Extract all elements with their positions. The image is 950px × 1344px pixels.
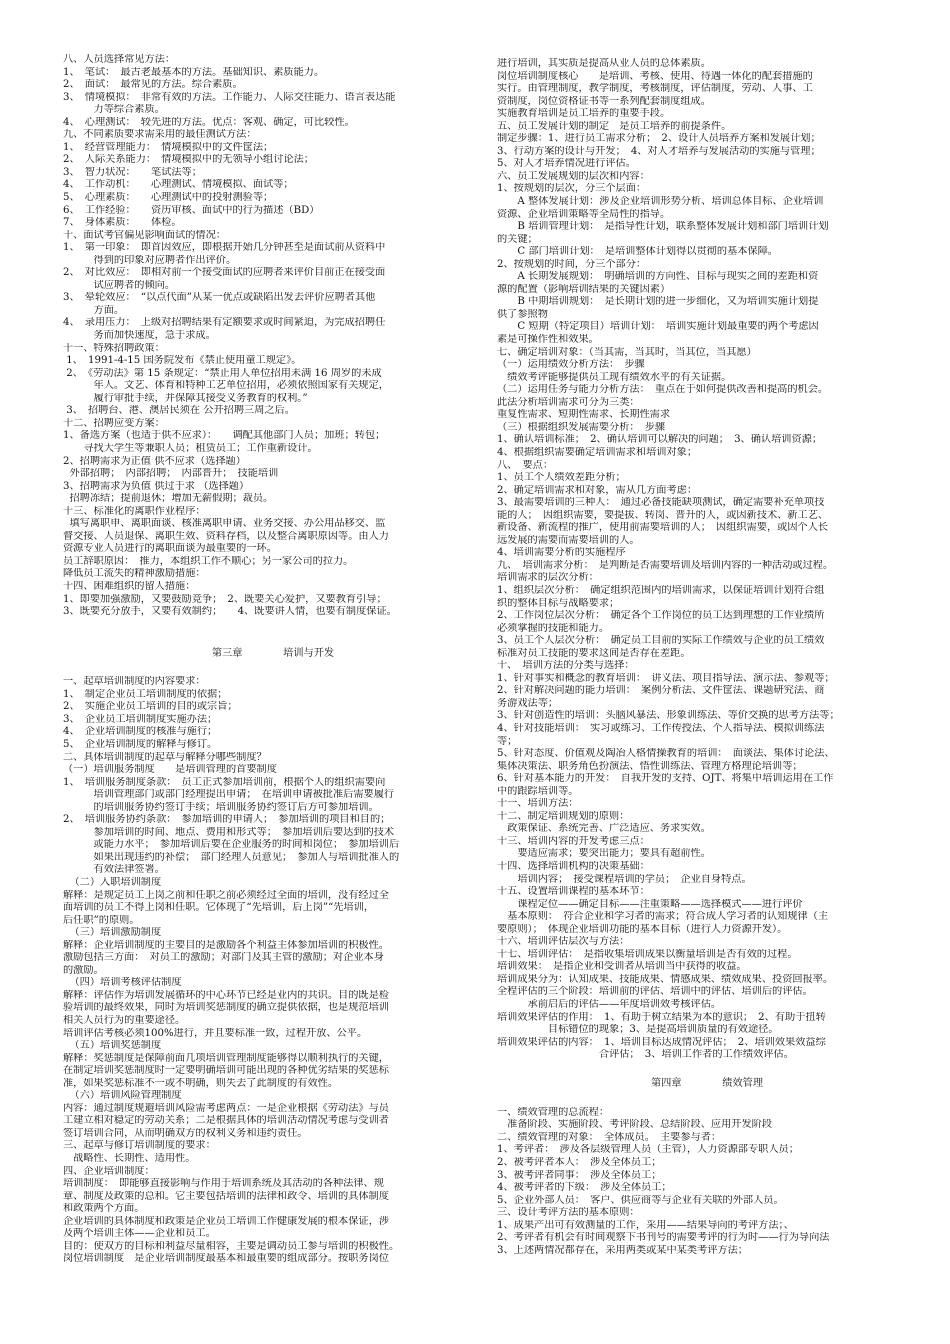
text-line: 3、被考评者同事： 涉及全体员工；	[497, 1169, 662, 1181]
text-line: 五、员工发展计划的制定 是员工培养的前提条件。	[497, 120, 732, 132]
text-line: 得到的印象对应聘者作出评价。	[63, 254, 237, 266]
text-line: 解释：评估作为培训发展循环的中心环节已经是业内的共识。目的既是检	[63, 989, 389, 1001]
left-text-block-2	[63, 676, 483, 1266]
text-line: 十一、特殊招聘政策：	[63, 342, 165, 354]
text-line: 4、针对技能培训： 实习或练习、工作传授法、个人指导法、模拟训练法	[497, 722, 825, 734]
text-line: B 中期培训规划： 是长期计划的进一步细化，又为培训实施计划提	[497, 296, 819, 308]
text-line: 织的整体目标与战略要求；	[497, 597, 620, 609]
text-line: 2、 《劳动法》第 15 条规定：“禁止用人单位招用未满 16 周岁的未成	[63, 367, 382, 379]
text-line: 培训需求的层次分析：	[497, 572, 599, 584]
text-line: 1、确认培训标准； 2、确认培训可以解决的问题； 3、确认培训资源；	[497, 434, 823, 446]
text-line: 资制度，岗位资格证书等一系列配套制度组成。	[497, 95, 711, 107]
text-line: 3、 智力状况： 笔试法等；	[63, 166, 202, 178]
text-line: 寻找大学生等兼职人员；租赁员工；工作重新设计。	[63, 442, 318, 454]
text-line: 三、设计考评方法的基本原则：	[497, 1207, 640, 1219]
text-line: 1、员工个人绩效差距分析；	[497, 472, 626, 484]
text-line: 4、 录用压力： 上级对招聘结果有定额要求或时间紧迫，为完成招聘任	[63, 317, 386, 329]
text-line: 准，如果奖惩标准不一或不明确，则失去了此制度的有效性。	[63, 1077, 339, 1089]
text-line: 二、具体培训制度的起草与解释分哪些制度？	[63, 751, 267, 763]
text-line: 2、考评者有机会有时间观察下书刊号的需要考评的行为时——行为导向法	[497, 1232, 830, 1244]
text-line: 承前启后的评估——年度培训效考核评估。	[497, 999, 722, 1011]
text-line: C 短期（特定项目）培训计划： 培训实施计划最重要的两个考虑因	[497, 321, 819, 333]
text-line: 源的配置（影响培训结果的关键因素）	[497, 283, 671, 295]
text-line: 七、确定培训对象：（当其需，当其时，当其位，当其愿）	[497, 346, 757, 358]
text-line: 4、根据组织需要确定培训需求和培训对象；	[497, 446, 698, 458]
text-line: 必须掌握的技能和能力。	[497, 622, 610, 634]
text-line: 远发展的需要而需要培训的人。	[497, 534, 640, 546]
text-line: 九、 培训需求分析： 是判断是否需要培训及培训内容的一种活动或过程。	[497, 559, 834, 571]
text-line: 六、员工发展规划的层次和内容：	[497, 170, 650, 182]
text-line: 十二、招聘应变方案：	[63, 417, 165, 429]
text-line: 验培训的最终效果，同时为培训奖惩制度的确立提供依据，也是规范培训	[63, 1002, 389, 1014]
text-line: 工建立相对稳定的劳动关系；二是根据具体的培训活动情况考虑与受训者	[63, 1115, 389, 1127]
text-line: 标准对员工技能的要求这间是否存在差距。	[497, 647, 691, 659]
text-line: 5、 心理素质： 心理测试中的投射测验等；	[63, 192, 274, 204]
text-line: 合评估； 3、培训工作者的工作绩效评估。	[497, 1049, 794, 1061]
text-line: 1、按规划的层次，分三个层面：	[497, 183, 647, 195]
text-line: 十二、制定培训规划的原则：	[497, 810, 630, 822]
text-line: 实施教育培训是员工培养的重要手段。	[497, 108, 671, 120]
text-line: 重复性需求、短期性需求、长期性需求	[497, 409, 671, 421]
text-line: 1、成果产出可有效测量的工作，采用——结果导向的考评方法；、	[497, 1219, 794, 1231]
text-line: 3、 企业员工培训制度实施办法；	[63, 713, 218, 725]
text-line: 战略性、长期性、适用性。	[63, 1153, 196, 1165]
text-line: 3、上述两情况都存在，采用两类或某中某类考评方法；	[497, 1244, 748, 1256]
text-line: 3、针对创造性的培训：头脑风暴法、形象训练法、等价交换的思考方法等；	[497, 710, 840, 722]
text-line: 全程评估的三个阶段：培训前的评估、培训中的评估、培训后的评估。	[497, 986, 813, 998]
text-line: 要适应需求；要突出能力；要具有超前性。	[497, 848, 711, 860]
text-line: 或能力水平； 参加培训后要在企业服务的时间和岗位； 参加培训后	[63, 839, 400, 851]
text-line: 绩效考评能够提供员工现有绩效水平的有关证据。	[497, 371, 732, 383]
text-line: 十四、困难组织的留人措施：	[63, 580, 196, 592]
text-line: 3、 晕轮效应： “以点代面”从某一优点或缺陷出发去评价应聘者其他	[63, 292, 376, 304]
text-line: 资源、企业培训策略等全局性的指导。	[497, 208, 671, 220]
text-line: 基本原则： 符合企业和学习者的需求；符合成人学习者的认知规律（主	[497, 911, 829, 923]
text-line: （二）入职培训制度	[63, 877, 162, 888]
text-line: 1、 培训服务制度条款： 员工正式参加培训前，根据个人的组织需要向	[63, 776, 386, 788]
text-line: 3、最需要培训的三种人： 通过必备技能缺项测试，确定需要补充单项技	[497, 497, 825, 509]
chapter-4-title: 第四章 绩效管理	[650, 1078, 764, 1090]
text-line: 3、行动方案的设计与开发； 4、对人才培养与发展活动的实施与管理；	[497, 145, 821, 157]
text-line: 十六、培训评估层次与方法：	[497, 936, 630, 948]
text-line: 中的跟踪培训等。	[497, 785, 579, 797]
text-line: 供了参照物	[497, 308, 548, 320]
text-line: 1、备选方案（也适于供不应求）： 调配其他部门人员；加班；转包；	[63, 430, 386, 442]
text-line: 的培训服务协约签订手续；培训服务协约签订后方可参加培训。	[63, 801, 379, 813]
text-line: 有效法律签署。	[63, 864, 165, 876]
text-line: 5、针对态度、价值观及陶冶人格情操教育的培训： 面谈法、集体讨论法、	[497, 748, 835, 760]
text-line: 十三、标准化的离职作业程序：	[63, 505, 206, 517]
text-line: 培训评估考核必须100%进行，并且要标准一致，过程开放、公平。	[63, 1027, 368, 1039]
text-line: 1、 经营管理能力： 情境模拟中的文件筐法；	[63, 141, 274, 153]
text-line: 2、 人际关系能力： 情境模拟中的无领导小组讨论法；	[63, 154, 314, 166]
text-line: 素是可操作性和效果。	[497, 334, 599, 346]
text-line: 招聘冻结；提前退休；增加无薪假期；裁员。	[63, 493, 274, 505]
text-line: 4、 心理测试： 较先进的方法。优点：客观、确定，可比较性。	[63, 116, 355, 128]
text-line: 要原则）； 体现企业培训功能的基本目标（进行人力资源开发）。	[497, 923, 788, 935]
text-line: 培训效果评估的内容： 1、培训目标达成情况评估； 2、培训效果效益综	[497, 1036, 826, 1048]
text-line: （一）运用绩效分析方法： 步骤	[497, 359, 645, 371]
text-line: 参加培训的时间、地点、费用和形式等； 参加培训后要达到的技术	[63, 826, 395, 838]
text-line: 十一、培训方法：	[497, 798, 579, 810]
text-line: 十四、选择培训机构的决策基础：	[497, 861, 650, 872]
text-line: 6、 工作经验： 资历审核、面试中的行为描述（BD）	[63, 204, 320, 216]
text-line: 的关键；	[497, 233, 538, 245]
text-line: 1、即要加强激励，又要鼓励竞争； 2、既要关心爱护，又要教育引导；	[63, 593, 387, 605]
text-line: 年人。文艺、体育和特种工艺单位招用，必须依照国家有关规定，	[63, 380, 389, 392]
text-line: 1、 笔试： 最古老最基本的方法。基础知识、素质能力。	[63, 66, 325, 78]
text-line: 十、 培训方法的分类与选择：	[497, 660, 635, 672]
text-line: 一、起草培训制度的内容要求：	[63, 676, 206, 688]
text-line: 激励包括三方面： 对员工的激励；对部门及其主管的激励；对企业本身	[63, 952, 384, 964]
text-line: A 长期发展规划： 明确培训的方向性、目标与现实之间的差距和资	[497, 271, 819, 283]
text-line: 解释：企业培训制度的主要目的是激励各个利益主体参加培训的积极性。	[63, 939, 389, 951]
text-line: 2、招聘需求为正值 供不应求（选择题）	[63, 455, 246, 467]
text-line: 1、考评者： 涉及各层级管理人员（主管），人力资源部专职人员；	[497, 1144, 799, 1156]
text-line: （四）培训考核评估制度	[63, 977, 182, 989]
text-line: 培训成果分为：认知成果、技能成果、情感成果、绩效成果、投资回报率。	[497, 973, 834, 985]
text-line: （三）根据组织发展需要分析： 步骤	[497, 421, 666, 433]
text-line: 2、针对解决问题的能力培训： 案例分析法、文件筐法、课题研究法、商	[497, 685, 825, 697]
text-line: （五）培训奖惩制度	[63, 1040, 162, 1052]
text-line: 解释：奖惩制度是保障前面几项培训管理制度能够得以顺利执行的关键，	[63, 1052, 389, 1064]
text-line: 面培训的员工不得上岗和任职。它体现了“先培训，后上岗”“先培训，	[63, 902, 375, 914]
text-line: 二、绩效管理的对象： 全体成员。 主要参与者：	[497, 1131, 722, 1143]
text-line: 后任职”的原则。	[63, 914, 140, 926]
text-line: 4、 企业培训制度的核准与施行；	[63, 726, 218, 738]
text-line: 5、对人才培养情况进行评估。	[497, 158, 636, 170]
right-text-block-1	[497, 58, 917, 1062]
text-line: 四、企业培训制度：	[63, 1165, 155, 1177]
right-text-block-2	[497, 1107, 917, 1258]
text-line: 集体决策法、职务角色扮演法、悟性训练法、管理方格理论培训等；	[497, 760, 803, 772]
text-line: 5、企业外部人员： 客户、供应商等与企业有关联的外部人员。	[497, 1194, 784, 1206]
text-line: 培训效果： 是指企业和受训者从培训当中获得的收益。	[497, 961, 747, 973]
text-line: 签订培训合同，从而明确双方的权利义务和违约责任。	[63, 1127, 308, 1139]
text-line: 履行审批手续，并保障其接受义务教育的权利。”	[63, 392, 308, 404]
text-line: 7、 身体素质： 体检。	[63, 217, 182, 229]
text-line: 十、面试考官偏见影响面试的情况：	[63, 229, 226, 241]
text-line: 十三、培训内容的开发考虑三点：	[497, 835, 650, 847]
text-line: （一）培训服务制度 是培训管理的首要制度	[63, 764, 277, 776]
text-line: 督交接、人员退保、离职生效、资料存档，以及整合离职原因等。由人力	[63, 530, 389, 542]
text-line: 进行培训，其实质是提高从业人员的总体素质。	[497, 58, 711, 69]
text-line: 制定步骤：1、进行员工需求分析； 2、设计人员培养方案和发展计划；	[497, 133, 821, 145]
text-line: 培训制度： 即能够直接影响与作用于培训系统及其活动的各种法律、规	[63, 1178, 384, 1190]
text-line: 在制定培训奖惩制度时一定要明确培训可能出现的各种优劣结果的奖惩标	[63, 1065, 389, 1077]
text-line: 5、 企业培训制度的解释与修订。	[63, 738, 218, 750]
text-line: 及两个培训主体——企业和员工。	[63, 1228, 216, 1240]
text-line: 政策保证、系统完善、广泛适应、务求实效。	[497, 823, 711, 835]
text-line: 准备阶段、实施阶段、考评阶段、总结阶段、应用开发阶段	[497, 1119, 773, 1131]
text-line: 章、制度及政策的总和。它主要包括培训的法律和政令、培训的具体制度	[63, 1190, 389, 1202]
text-line: 岗位培训制度 是企业培训制度最基本和最重要的组成部分。按职务岗位	[63, 1253, 389, 1265]
text-line: 填写离职申、离职面谈、核准离职申请、业务交接、办公用品移交、监	[63, 518, 386, 530]
text-line: （二）运用任务与能力分析方法： 重点在于如何提供改善和提高的机会。	[497, 384, 829, 396]
text-line: 如果出现违约的补偿； 部门经理人员意见； 参加人与培训批准人的	[63, 851, 400, 863]
text-line: 一、绩效管理的总流程：	[497, 1106, 610, 1118]
text-line: 培训管理部门或部门经理提出申请； 在培训申请被批准后需要履行	[63, 789, 395, 801]
text-line: 1、组织层次分析： 确定组织范围内的培训需求，以保证培训计划符合组	[497, 584, 825, 596]
text-line: C 部门培训计划： 是培训整体计划得以贯彻的基本保障。	[497, 246, 778, 258]
text-line: 2、确定培训需求和对象，需从几方面考虑：	[497, 484, 698, 496]
text-line: 力等综合素质。	[63, 104, 165, 116]
text-line: 2、按规划的时间，分三个部分：	[497, 258, 647, 270]
text-line: 务而加快速度，急于求成。	[63, 330, 216, 342]
text-line: 3、招聘需求为负值 供过于求 （选择题）	[63, 480, 250, 492]
text-line: 2、 实施企业员工培训的目的或宗旨；	[63, 701, 238, 713]
text-line: （三）培训激励制度	[63, 927, 162, 939]
text-line: 方面。	[63, 304, 125, 316]
text-line: 4、被考评者的下级： 涉及全体员工；	[497, 1182, 672, 1194]
text-line: 2、 面试： 最常见的方法。综合素质。	[63, 79, 243, 91]
text-line: 课程定位——确定目标——注重策略——选择模式——进行评价	[497, 898, 803, 910]
text-line: 3、员工个人层次分析： 确定员工目前的实际工作绩效与企业的员工绩效	[497, 635, 825, 647]
text-line: 实行。由管理制度，教学制度，考核制度，评估制度，劳动、人事、工	[497, 83, 813, 95]
text-line: 2、被考评者本人： 涉及全体员工；	[497, 1157, 662, 1169]
text-line: 企业培训的具体制度和政策是企业员工培训工作健康发展的根本保证，涉	[63, 1215, 389, 1227]
text-line: 内容：通过制度规避培训风险需考虑两点：一是企业根据《劳动法》与员	[63, 1102, 389, 1114]
text-line: 2、工作岗位层次分析： 确定各个工作岗位的员工达到理想的工作业绩所	[497, 610, 825, 622]
text-line: 的激励。	[63, 964, 104, 976]
left-column	[63, 54, 483, 1266]
text-line: （六）培训风险管理制度	[63, 1090, 182, 1102]
text-line: 1、 1991-4-15 国务院发布《禁止使用童工规定》。	[63, 355, 302, 367]
text-line: 等；	[497, 735, 518, 747]
text-line: 十五、设置培训课程的基本环节：	[497, 886, 650, 898]
text-line: 4、 工作动机： 心理测试、情境模拟、面试等；	[63, 179, 294, 191]
text-line: 员工辞职原因： 推力，本组织工作不顺心；另一家公司的拉力。	[63, 555, 354, 567]
left-text-block-1	[63, 54, 483, 619]
text-line: 2、 对比效应： 即相对前一个接受面试的应聘者来评价目前正在接受面	[63, 267, 386, 279]
right-column	[497, 58, 917, 1257]
text-line: 八、 要点：	[497, 459, 554, 471]
text-line: 3、既要充分放手，又要有效制约； 4、既要讲人情，也要有制度保证。	[63, 606, 397, 618]
text-line: 1、 第一印象： 即首因效应，即根据开始几分钟甚至是面试前从资料中	[63, 242, 386, 254]
text-line: 和政策两个方面。	[63, 1203, 145, 1215]
text-line: 4、培训需要分析的实施程序	[497, 547, 626, 559]
text-line: 试应聘者的倾向。	[63, 279, 176, 291]
text-line: 3、 情境模拟： 非常有效的方法。工作能力、人际交往能力、语言表达能	[63, 91, 396, 103]
text-line: 目的：使双方的目标和利益尽量相容，主要是调动员工参与培训的积极性。	[63, 1240, 400, 1252]
text-line: 2、 培训服务协约条款： 参加培训的申请人； 参加培训的项目和目的；	[63, 814, 391, 826]
chapter-3-title: 第三章 培训与开发	[211, 647, 335, 659]
text-line: 九、不同素质要求需采用的最佳测试方法：	[63, 129, 257, 141]
text-line: A 整体发展计划：涉及企业培训形势分析、培训总体目标、企业培训	[497, 196, 824, 208]
text-line: 八、人员选择常见方法：	[63, 54, 176, 65]
text-line: 降低员工流失的精神激励措施：	[63, 568, 206, 580]
text-line: 务游戏法等；	[497, 697, 559, 709]
text-line: 培训内容； 接受课程培训的学员； 企业自身特点。	[497, 873, 752, 885]
text-line: 培训效果评估的作用： 1、有助于树立结果为本的意识； 2、有助于扭转	[497, 1011, 826, 1023]
text-line: 相关人员行为的重要途径。	[63, 1015, 186, 1027]
text-line: 能的人； 因组织需要，要提拔、转岗、晋升的人，或因新技术、新工艺、	[497, 509, 829, 521]
text-line: 解释：是规定员工上岗之前和任职之前必须经过全面的培训，没有经过全	[63, 889, 389, 901]
text-line: 十七、培训评估： 是指收集培训成果以衡量培训是否有效的过程。	[497, 948, 798, 960]
text-line: 目标错位的现象；3、是提高培训质量的有效途径。	[497, 1024, 779, 1036]
text-line: 外部招聘； 内部招聘； 内部晋升； 技能培训	[63, 468, 279, 480]
text-line: B 培训管理计划： 是指导性计划，联系整体发展计划和部门培训计划	[497, 221, 829, 233]
text-line: 三、起草与修订培训制度的要求：	[63, 1140, 216, 1152]
text-line: 岗位培训制度核心 是培训、考核、使用、待遇一体化的配套措施的	[497, 70, 813, 82]
text-line: 新设备、新流程的推广，使用前需要培训的人； 因组织需要，或因个人长	[497, 522, 829, 534]
text-line: 6、针对基本能力的开发： 自我开发的支持、OJT、将集中培训运用在工作	[497, 773, 834, 785]
text-line: 资源专业人员进行的离职面谈为最重要的一环。	[63, 543, 277, 555]
text-line: 此法分析培训需求可分为三类：	[497, 396, 640, 408]
text-line: 1、 制定企业员工培训制度的依据；	[63, 688, 228, 700]
text-line: 3、 招聘台、港、澳居民须在 公开招聘三周之后。	[63, 405, 295, 417]
text-line: 1、针对事实和概念的教育培训： 讲义法、项目指导法、演示法、参观等；	[497, 672, 835, 684]
